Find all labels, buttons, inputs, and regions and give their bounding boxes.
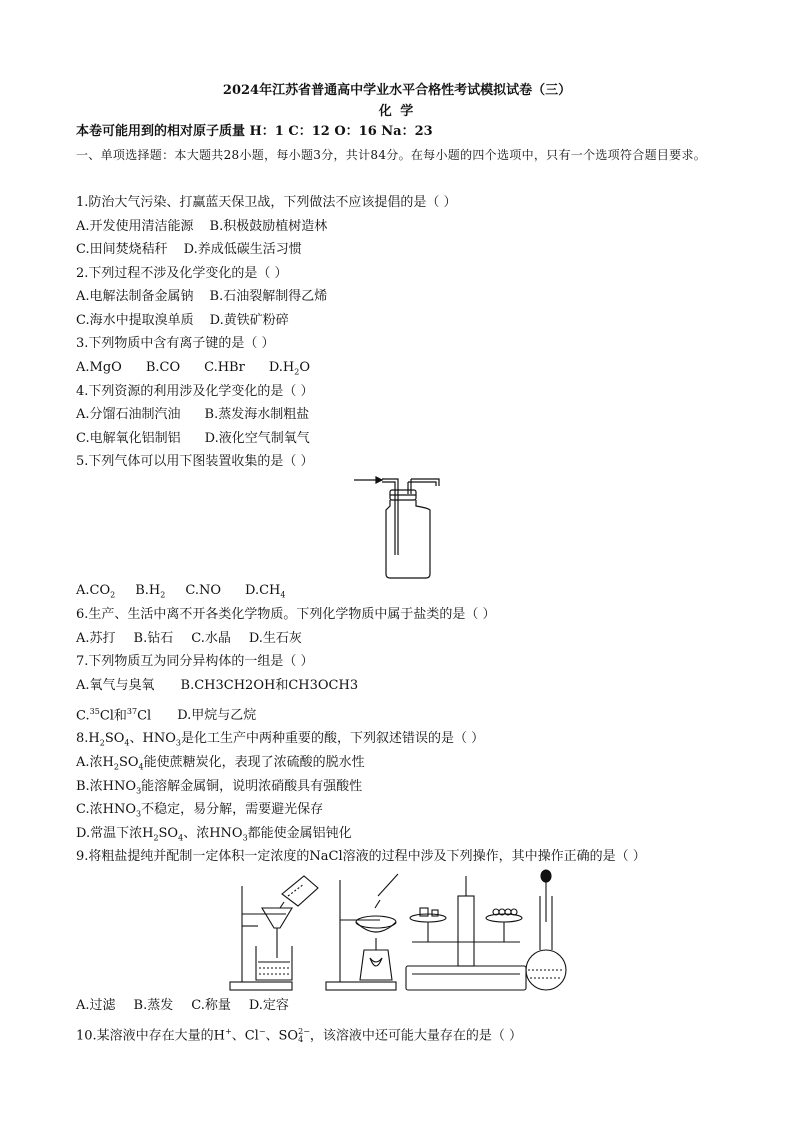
q5-options <box>76 583 285 604</box>
q3-options <box>76 360 310 381</box>
subject-title: 化 学 <box>378 104 416 119</box>
exam-title: 2024年江苏省普通高中学业水平合格性考试模拟试卷（三） <box>222 83 572 98</box>
q4-options-row1 <box>76 407 309 423</box>
long-inlet-tube-inner <box>382 482 395 555</box>
balance-apparatus <box>406 876 526 990</box>
q4-option-a: A.分馏石油制汽油 <box>76 407 181 422</box>
q4-stem: 4.下列资源的利用涉及化学变化的是（ ） <box>76 384 314 399</box>
q2-option-b: B.石油裂解制得乙烯 <box>209 289 328 304</box>
q3-option-a: A.MgO <box>76 360 122 375</box>
lab-operations-figure <box>228 866 580 994</box>
q7-option-a: A.氧气与臭氧 <box>76 678 155 693</box>
q5-option-b: $B.H_2$ <box>135 583 166 600</box>
q6-option-b: B.钻石 <box>133 631 174 646</box>
q8-option-d: D.常温下浓$H_2SO_4$、浓$HNO_3$都能使金属铝钝化 <box>76 826 352 843</box>
atomic-mass-line: 本卷可能用到的相对原子质量 H：1 C：12 O：16 Na：23 <box>76 124 433 139</box>
q1-option-c: C.田间焚烧秸秆 <box>76 242 168 257</box>
q7-stem: 7.下列物质互为同分异构体的一组是（ ） <box>76 654 314 669</box>
bottle-body <box>386 500 430 578</box>
q9-option-b: B.蒸发 <box>133 998 174 1013</box>
q2-option-d: D.黄铁矿粉碎 <box>209 313 289 328</box>
q6-stem: 6.生产、生活中离不开各类化学物质。下列化学物质中属于盐类的是（ ） <box>76 607 496 622</box>
q2-stem: 2.下列过程不涉及化学变化的是（ ） <box>76 266 288 281</box>
q2-option-c: C.海水中提取溴单质 <box>76 313 194 328</box>
q6-options <box>76 631 302 647</box>
q5-option-d: $D.CH_4$ <box>245 583 286 600</box>
q1-options-row2 <box>76 242 302 258</box>
q9-option-a: A.过滤 <box>76 998 116 1013</box>
q1-option-b: B.积极鼓励植树造林 <box>209 219 328 234</box>
q1-options-row1 <box>76 219 327 235</box>
q3-stem: 3.下列物质中含有离子键的是（ ） <box>76 336 275 351</box>
q9-option-c: C.称量 <box>191 998 231 1013</box>
inlet-arrow-head <box>376 477 382 483</box>
q1-stem: 1.防治大气污染、打赢蓝天保卫战，下列做法不应该提倡的是（ ） <box>76 195 457 210</box>
q1-option-d: D.养成低碳生活习惯 <box>183 242 302 257</box>
q8-option-c: C.浓$HNO_3$不稳定，易分解，需要避光保存 <box>76 802 324 819</box>
q3-option-c: C.HBr <box>204 360 245 375</box>
q8-option-a: A.浓$H_2SO_4$能使蔗糖炭化，表现了浓硫酸的脱水性 <box>76 755 365 772</box>
evaporation-apparatus <box>326 874 398 990</box>
q8-option-b: B.浓$HNO_3$能溶解金属铜，说明浓硝酸具有强酸性 <box>76 779 363 796</box>
q2-options-row2 <box>76 313 289 329</box>
q10-stem: 10.某溶液中存在大量的H+、Cl−、SO 2− 4 ，该溶液中还可能大量存在的是（ ） <box>76 1026 523 1044</box>
q3-option-d: $D.H_2O$ <box>268 360 311 377</box>
q8-stem: $8.H_2SO_4$、$HNO_3$是化工生产中两种重要的酸，下列叙述错误的是（ ） <box>76 731 485 748</box>
gas-collection-bottle-figure <box>352 470 440 582</box>
q9-option-d: D.定容 <box>248 998 289 1013</box>
q4-option-d: D.液化空气制氧气 <box>204 431 310 446</box>
q7-option-c: C.$^{35}$Cl和$^{37}$Cl <box>76 707 152 724</box>
q6-option-c: C.水晶 <box>191 631 231 646</box>
q7-option-d: D.甲烷与乙烷 <box>177 708 257 724</box>
q5-option-c: C.NO <box>185 583 221 598</box>
q9-stem: 9.将粗盐提纯并配制一定体积一定浓度的NaCl溶液的过程中涉及下列操作，其中操作正确的是（ ） <box>76 849 646 864</box>
q2-option-a: A.电解法制备金属钠 <box>76 289 194 304</box>
q7-options-row2 <box>76 704 256 724</box>
sulfate-charge: 2− 4 <box>298 1026 310 1044</box>
volumetric-flask-apparatus <box>526 870 566 990</box>
q2-options-row1 <box>76 289 327 305</box>
q7-options-row1 <box>76 678 358 694</box>
q4-option-b: B.蒸发海水制粗盐 <box>204 407 310 422</box>
q9-options <box>76 998 289 1014</box>
section-instructions: 一、单项选择题：本大题共28小题，每小题3分，共计84分。在每小题的四个选项中，只有一个选项符合题目要求。 <box>76 148 707 162</box>
q1-option-a: A.开发使用清洁能源 <box>76 219 194 234</box>
q3-option-b: B.CO <box>145 360 181 375</box>
q4-options-row2 <box>76 431 310 447</box>
filtration-apparatus <box>230 876 318 990</box>
q5-stem: 5.下列气体可以用下图装置收集的是（ ） <box>76 454 314 469</box>
q5-option-a: $A.CO_2$ <box>76 583 116 600</box>
q7-option-b: B.CH3CH2OH和CH3OCH3 <box>180 678 359 693</box>
q4-option-c: C.电解氧化铝制铝 <box>76 431 181 446</box>
q6-option-a: A.苏打 <box>76 631 116 646</box>
q6-option-d: D.生石灰 <box>248 631 302 646</box>
